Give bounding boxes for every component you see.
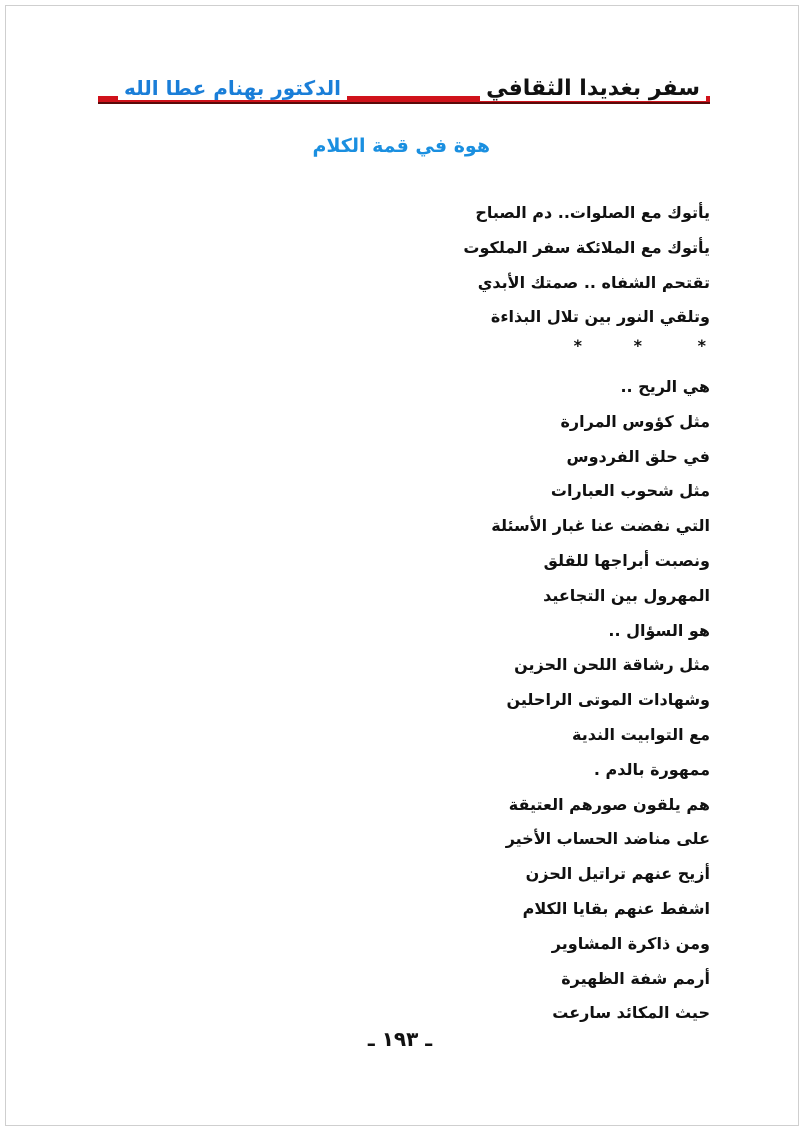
stanza-separator [420,335,710,370]
poem-line: مع التوابيت الندية [572,724,710,744]
poem-line: ممهورة بالدم . [593,759,710,779]
poem-line: مثل كؤوس المرارة [560,411,710,431]
poem-line: يأتوك مع الصلوات.. دم الصباح [475,203,710,222]
poem-line: هو السؤال .. [608,620,710,640]
poem-line: في حلق الفردوس [566,446,710,466]
poem-line: وتلقي النور بين تلال البذاءة [490,307,710,327]
poem-title: هوة في قمة الكلام [312,135,490,157]
poem-line: حيث المكائد سارعت [552,1003,710,1023]
poem-line: ومن ذاكرة المشاوير [551,933,710,953]
separator-star: * [573,336,582,356]
poem-line: مثل رشاقة اللحن الحزين [514,655,710,675]
author-name: الدكتور بهنام عطا الله [118,76,347,100]
poem-line: أرمم شفة الظهيرة [561,968,710,988]
poem-body [420,196,710,1031]
poem-line: هم يلقون صورهم العتيقة [508,794,710,814]
poem-line: اشفط عنهم بقايا الكلام [522,898,710,918]
book-title: سفر بغديدا الثقافي [480,76,706,101]
separator-star: * [697,336,706,356]
poem-line: يأتوك مع الملائكة سفر الملكوت [463,237,710,257]
poem-line: وشهادات الموتى الراحلين [506,690,710,710]
separator-star: * [633,336,642,356]
poem-line: تقتحم الشفاه .. صمتك الأبدي [477,272,710,292]
poem-line: ونصبت أبراجها للقلق [543,550,710,570]
poem-line: هي الريح .. [620,376,710,396]
poem-line: التي نفضت عنا غبار الأسئلة [491,516,710,536]
header-dark-rule [98,102,710,104]
poem-line: المهرول بين التجاعيد [543,585,710,605]
poem-line: أزيح عنهم تراتيل الحزن [525,864,710,884]
running-header [98,74,710,114]
page-number: ـ ١٩٣ ـ [367,1027,433,1051]
poem-line: على مناضد الحساب الأخير [505,829,710,849]
poem-line: مثل شحوب العبارات [550,481,710,501]
